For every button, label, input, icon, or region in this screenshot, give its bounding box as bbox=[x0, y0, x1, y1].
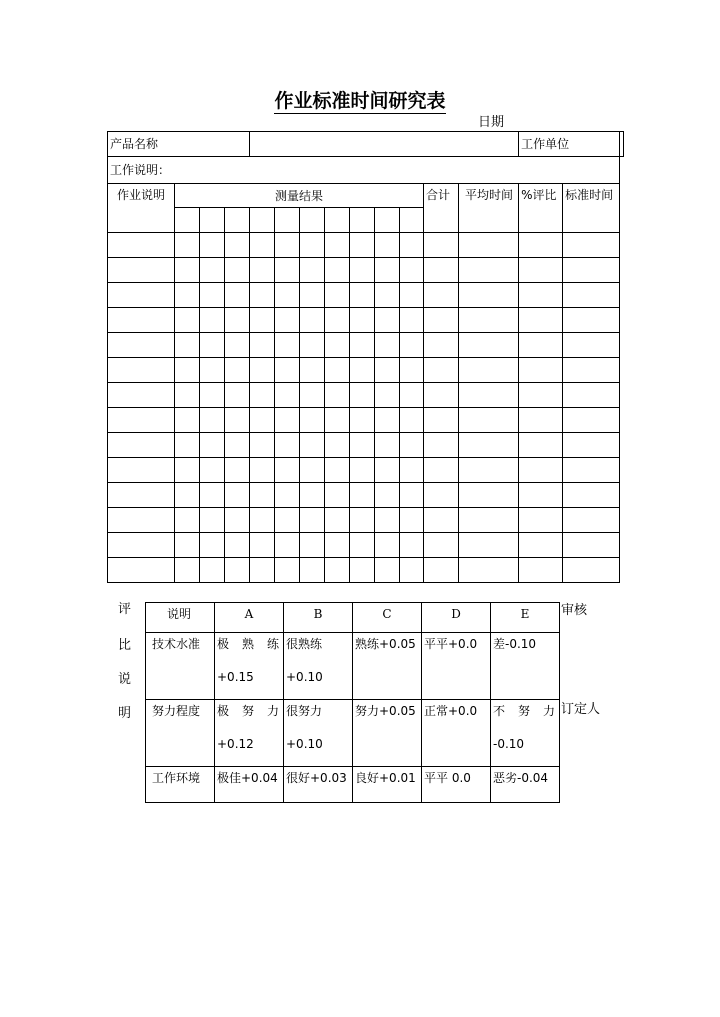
data-cell[interactable] bbox=[350, 458, 375, 483]
data-cell[interactable] bbox=[200, 383, 225, 408]
data-cell[interactable] bbox=[325, 283, 350, 308]
data-cell[interactable] bbox=[350, 408, 375, 433]
data-cell[interactable] bbox=[225, 533, 250, 558]
data-cell[interactable] bbox=[175, 258, 200, 283]
side-label-char: 比 bbox=[118, 638, 132, 653]
data-cell[interactable] bbox=[175, 433, 200, 458]
data-cell[interactable] bbox=[275, 258, 300, 283]
rating-header-desc: 说明 bbox=[146, 603, 215, 633]
rating-cell: 不 努 力 -0.10 bbox=[491, 700, 560, 767]
data-cell[interactable] bbox=[375, 333, 400, 358]
measurement-cell[interactable] bbox=[175, 208, 200, 233]
data-cell[interactable] bbox=[108, 508, 175, 533]
data-cell[interactable] bbox=[519, 433, 563, 458]
data-cell[interactable] bbox=[424, 433, 459, 458]
data-cell[interactable] bbox=[108, 383, 175, 408]
data-cell[interactable] bbox=[300, 433, 325, 458]
rating-row-label: 工作环境 bbox=[146, 767, 215, 803]
data-cell[interactable] bbox=[200, 483, 225, 508]
data-cell[interactable] bbox=[400, 383, 424, 408]
measurement-cell[interactable] bbox=[400, 208, 424, 233]
data-cell[interactable] bbox=[175, 408, 200, 433]
data-cell[interactable] bbox=[300, 458, 325, 483]
data-cell[interactable] bbox=[275, 533, 300, 558]
side-label-char: 明 bbox=[118, 706, 132, 721]
data-cell[interactable] bbox=[400, 283, 424, 308]
data-cell[interactable] bbox=[175, 333, 200, 358]
setter-label: 订定人 bbox=[561, 702, 601, 717]
data-cell[interactable] bbox=[200, 358, 225, 383]
data-row bbox=[108, 558, 624, 583]
data-cell[interactable] bbox=[275, 333, 300, 358]
column-header-row bbox=[108, 184, 624, 208]
data-cell[interactable] bbox=[275, 508, 300, 533]
data-cell[interactable] bbox=[108, 558, 175, 583]
rating-cell: 很好+0.03 bbox=[284, 767, 353, 803]
data-cell[interactable] bbox=[200, 258, 225, 283]
data-cell[interactable] bbox=[108, 333, 175, 358]
measurement-cell[interactable] bbox=[250, 208, 275, 233]
data-cell[interactable] bbox=[325, 308, 350, 333]
measurement-header: 测量结果 bbox=[175, 184, 424, 208]
data-cell[interactable] bbox=[350, 233, 375, 258]
data-cell[interactable] bbox=[225, 508, 250, 533]
data-cell[interactable] bbox=[225, 333, 250, 358]
data-cell[interactable] bbox=[225, 433, 250, 458]
data-cell[interactable] bbox=[325, 358, 350, 383]
data-cell[interactable] bbox=[459, 483, 519, 508]
total-header: 合计 bbox=[424, 184, 459, 233]
data-cell[interactable] bbox=[459, 333, 519, 358]
page-title: 作业标准时间研究表 bbox=[274, 90, 446, 112]
data-row bbox=[108, 233, 624, 258]
data-cell[interactable] bbox=[250, 308, 275, 333]
data-cell[interactable] bbox=[459, 258, 519, 283]
measurement-cell[interactable] bbox=[325, 208, 350, 233]
data-cell[interactable] bbox=[459, 358, 519, 383]
data-cell[interactable] bbox=[325, 333, 350, 358]
data-cell[interactable] bbox=[519, 508, 563, 533]
data-cell[interactable] bbox=[275, 433, 300, 458]
data-cell[interactable] bbox=[519, 358, 563, 383]
data-cell[interactable] bbox=[200, 558, 225, 583]
data-cell[interactable] bbox=[175, 533, 200, 558]
data-cell[interactable] bbox=[563, 433, 620, 458]
data-cell[interactable] bbox=[424, 558, 459, 583]
data-cell[interactable] bbox=[325, 408, 350, 433]
data-cell[interactable] bbox=[225, 283, 250, 308]
data-cell[interactable] bbox=[563, 483, 620, 508]
data-cell[interactable] bbox=[563, 408, 620, 433]
data-cell[interactable] bbox=[225, 558, 250, 583]
data-cell[interactable] bbox=[108, 433, 175, 458]
data-cell[interactable] bbox=[300, 558, 325, 583]
data-cell[interactable] bbox=[459, 533, 519, 558]
rating-header-a: A bbox=[215, 603, 284, 633]
data-cell[interactable] bbox=[459, 308, 519, 333]
data-cell[interactable] bbox=[375, 483, 400, 508]
data-cell[interactable] bbox=[225, 458, 250, 483]
rating-cell: 正常+0.0 bbox=[422, 700, 491, 767]
data-cell[interactable] bbox=[108, 458, 175, 483]
data-cell[interactable] bbox=[200, 408, 225, 433]
data-cell[interactable] bbox=[375, 358, 400, 383]
data-cell[interactable] bbox=[375, 383, 400, 408]
rating-header-e: E bbox=[491, 603, 560, 633]
data-cell[interactable] bbox=[225, 308, 250, 333]
data-cell[interactable] bbox=[300, 258, 325, 283]
data-cell[interactable] bbox=[424, 283, 459, 308]
data-cell[interactable] bbox=[424, 308, 459, 333]
data-cell[interactable] bbox=[200, 533, 225, 558]
data-cell[interactable] bbox=[175, 308, 200, 333]
data-cell[interactable] bbox=[375, 433, 400, 458]
data-cell[interactable] bbox=[459, 233, 519, 258]
data-cell[interactable] bbox=[275, 308, 300, 333]
product-name-label: 产品名称 bbox=[108, 132, 250, 157]
data-cell[interactable] bbox=[250, 558, 275, 583]
data-cell[interactable] bbox=[424, 333, 459, 358]
rating-header-row bbox=[146, 603, 560, 633]
data-cell[interactable] bbox=[375, 458, 400, 483]
data-cell[interactable] bbox=[200, 233, 225, 258]
data-cell[interactable] bbox=[275, 458, 300, 483]
data-cell[interactable] bbox=[200, 333, 225, 358]
data-row bbox=[108, 258, 624, 283]
data-cell[interactable] bbox=[325, 233, 350, 258]
rating-row-environment bbox=[146, 767, 560, 803]
data-cell[interactable] bbox=[424, 508, 459, 533]
data-cell[interactable] bbox=[563, 383, 620, 408]
data-cell[interactable] bbox=[519, 308, 563, 333]
data-cell[interactable] bbox=[300, 408, 325, 433]
work-unit-field[interactable] bbox=[620, 132, 624, 157]
date-label: 日期 bbox=[478, 115, 505, 130]
data-cell[interactable] bbox=[250, 383, 275, 408]
data-cell[interactable] bbox=[350, 533, 375, 558]
data-cell[interactable] bbox=[424, 233, 459, 258]
data-cell[interactable] bbox=[350, 483, 375, 508]
data-cell[interactable] bbox=[250, 333, 275, 358]
data-cell[interactable] bbox=[325, 258, 350, 283]
data-cell[interactable] bbox=[200, 308, 225, 333]
measurement-cell[interactable] bbox=[375, 208, 400, 233]
data-cell[interactable] bbox=[459, 383, 519, 408]
data-cell[interactable] bbox=[375, 308, 400, 333]
rating-header-d: D bbox=[422, 603, 491, 633]
data-cell[interactable] bbox=[275, 408, 300, 433]
data-cell[interactable] bbox=[563, 233, 620, 258]
rating-cell: 差-0.10 bbox=[491, 633, 560, 700]
data-cell[interactable] bbox=[400, 333, 424, 358]
data-cell[interactable] bbox=[424, 483, 459, 508]
data-cell[interactable] bbox=[375, 558, 400, 583]
data-cell[interactable] bbox=[108, 408, 175, 433]
data-cell[interactable] bbox=[350, 433, 375, 458]
data-cell[interactable] bbox=[424, 458, 459, 483]
data-row bbox=[108, 358, 624, 383]
side-label-char: 说 bbox=[118, 672, 132, 687]
rating-cell: 平平 0.0 bbox=[422, 767, 491, 803]
data-cell[interactable] bbox=[108, 308, 175, 333]
rating-header-c: C bbox=[353, 603, 422, 633]
measurement-cell[interactable] bbox=[350, 208, 375, 233]
data-cell[interactable] bbox=[200, 458, 225, 483]
work-desc-row bbox=[108, 157, 624, 184]
rating-row-skill bbox=[146, 633, 560, 700]
data-cell[interactable] bbox=[400, 558, 424, 583]
review-label: 审核 bbox=[561, 603, 588, 618]
data-row bbox=[108, 383, 624, 408]
data-cell[interactable] bbox=[400, 308, 424, 333]
data-cell[interactable] bbox=[325, 383, 350, 408]
data-cell[interactable] bbox=[275, 483, 300, 508]
data-cell[interactable] bbox=[275, 383, 300, 408]
data-cell[interactable] bbox=[175, 383, 200, 408]
std-time-header: 标准时间 bbox=[563, 184, 620, 233]
data-cell[interactable] bbox=[563, 508, 620, 533]
data-cell[interactable] bbox=[519, 408, 563, 433]
data-cell[interactable] bbox=[325, 558, 350, 583]
data-cell[interactable] bbox=[250, 433, 275, 458]
data-cell[interactable] bbox=[225, 358, 250, 383]
data-rows bbox=[108, 233, 624, 583]
data-cell[interactable] bbox=[519, 458, 563, 483]
data-cell[interactable] bbox=[108, 233, 175, 258]
data-cell[interactable] bbox=[225, 483, 250, 508]
rating-cell: 良好+0.01 bbox=[353, 767, 422, 803]
data-cell[interactable] bbox=[250, 508, 275, 533]
data-cell[interactable] bbox=[563, 283, 620, 308]
product-row bbox=[108, 132, 624, 157]
data-cell[interactable] bbox=[375, 258, 400, 283]
rating-cell: 平平+0.0 bbox=[422, 633, 491, 700]
data-cell[interactable] bbox=[250, 358, 275, 383]
data-cell[interactable] bbox=[300, 508, 325, 533]
data-cell[interactable] bbox=[300, 333, 325, 358]
measurement-cell[interactable] bbox=[200, 208, 225, 233]
rating-header-b: B bbox=[284, 603, 353, 633]
data-row bbox=[108, 408, 624, 433]
data-cell[interactable] bbox=[375, 533, 400, 558]
data-cell[interactable] bbox=[400, 358, 424, 383]
rating-pct-header: %评比 bbox=[519, 184, 563, 233]
data-cell[interactable] bbox=[175, 358, 200, 383]
data-cell[interactable] bbox=[225, 258, 250, 283]
data-cell[interactable] bbox=[350, 508, 375, 533]
data-cell[interactable] bbox=[424, 358, 459, 383]
data-cell[interactable] bbox=[563, 258, 620, 283]
rating-table bbox=[145, 602, 560, 803]
data-cell[interactable] bbox=[563, 333, 620, 358]
data-cell[interactable] bbox=[175, 483, 200, 508]
data-cell[interactable] bbox=[108, 533, 175, 558]
measurement-cell[interactable] bbox=[300, 208, 325, 233]
data-cell[interactable] bbox=[275, 283, 300, 308]
data-cell[interactable] bbox=[200, 508, 225, 533]
data-cell[interactable] bbox=[519, 333, 563, 358]
data-cell[interactable] bbox=[424, 408, 459, 433]
data-cell[interactable] bbox=[519, 533, 563, 558]
data-cell[interactable] bbox=[275, 233, 300, 258]
rating-cell: 很熟练 +0.10 bbox=[284, 633, 353, 700]
data-cell[interactable] bbox=[250, 533, 275, 558]
data-cell[interactable] bbox=[300, 358, 325, 383]
data-cell[interactable] bbox=[275, 358, 300, 383]
data-cell[interactable] bbox=[350, 308, 375, 333]
data-cell[interactable] bbox=[400, 483, 424, 508]
data-cell[interactable] bbox=[225, 408, 250, 433]
measurement-cell[interactable] bbox=[275, 208, 300, 233]
data-cell[interactable] bbox=[350, 383, 375, 408]
data-cell[interactable] bbox=[300, 383, 325, 408]
side-label-char: 评 bbox=[118, 602, 132, 617]
rating-cell: 极 熟 练 +0.15 bbox=[215, 633, 284, 700]
data-cell[interactable] bbox=[325, 483, 350, 508]
data-cell[interactable] bbox=[400, 258, 424, 283]
avg-time-header: 平均时间 bbox=[459, 184, 519, 233]
data-row bbox=[108, 333, 624, 358]
data-cell[interactable] bbox=[350, 558, 375, 583]
data-cell[interactable] bbox=[375, 408, 400, 433]
data-cell[interactable] bbox=[350, 358, 375, 383]
data-cell[interactable] bbox=[375, 283, 400, 308]
data-cell[interactable] bbox=[563, 458, 620, 483]
data-cell[interactable] bbox=[300, 533, 325, 558]
data-cell[interactable] bbox=[250, 408, 275, 433]
data-cell[interactable] bbox=[350, 333, 375, 358]
data-cell[interactable] bbox=[275, 558, 300, 583]
data-cell[interactable] bbox=[519, 233, 563, 258]
data-cell[interactable] bbox=[350, 283, 375, 308]
data-cell[interactable] bbox=[400, 458, 424, 483]
time-study-table bbox=[107, 131, 624, 583]
data-cell[interactable] bbox=[424, 383, 459, 408]
rating-cell: 熟练+0.05 bbox=[353, 633, 422, 700]
data-cell[interactable] bbox=[519, 383, 563, 408]
data-row bbox=[108, 508, 624, 533]
data-cell[interactable] bbox=[250, 283, 275, 308]
rating-cell: 极佳+0.04 bbox=[215, 767, 284, 803]
data-cell[interactable] bbox=[250, 483, 275, 508]
work-unit-label: 工作单位 bbox=[519, 132, 620, 157]
rating-row-label: 技术水准 bbox=[146, 633, 215, 700]
data-cell[interactable] bbox=[375, 508, 400, 533]
data-cell[interactable] bbox=[400, 508, 424, 533]
data-cell[interactable] bbox=[400, 433, 424, 458]
data-cell[interactable] bbox=[519, 258, 563, 283]
data-cell[interactable] bbox=[375, 233, 400, 258]
data-cell[interactable] bbox=[300, 233, 325, 258]
data-cell[interactable] bbox=[424, 533, 459, 558]
data-cell[interactable] bbox=[563, 558, 620, 583]
data-cell[interactable] bbox=[325, 458, 350, 483]
data-cell[interactable] bbox=[519, 283, 563, 308]
data-row bbox=[108, 533, 624, 558]
data-cell[interactable] bbox=[300, 283, 325, 308]
data-cell[interactable] bbox=[175, 458, 200, 483]
data-cell[interactable] bbox=[400, 408, 424, 433]
data-cell[interactable] bbox=[108, 258, 175, 283]
data-cell[interactable] bbox=[250, 258, 275, 283]
data-cell[interactable] bbox=[459, 508, 519, 533]
data-cell[interactable] bbox=[108, 283, 175, 308]
data-cell[interactable] bbox=[108, 358, 175, 383]
data-cell[interactable] bbox=[519, 483, 563, 508]
rating-row-effort bbox=[146, 700, 560, 767]
data-cell[interactable] bbox=[108, 483, 175, 508]
data-cell[interactable] bbox=[175, 283, 200, 308]
data-cell[interactable] bbox=[519, 558, 563, 583]
work-desc-label: 工作说明： bbox=[108, 157, 620, 184]
data-cell[interactable] bbox=[250, 233, 275, 258]
data-cell[interactable] bbox=[459, 408, 519, 433]
data-cell[interactable] bbox=[250, 458, 275, 483]
data-cell[interactable] bbox=[225, 233, 250, 258]
rating-cell: 很努力 +0.10 bbox=[284, 700, 353, 767]
data-cell[interactable] bbox=[563, 533, 620, 558]
data-cell[interactable] bbox=[175, 233, 200, 258]
data-cell[interactable] bbox=[200, 283, 225, 308]
data-cell[interactable] bbox=[459, 458, 519, 483]
data-cell[interactable] bbox=[225, 383, 250, 408]
data-cell[interactable] bbox=[400, 533, 424, 558]
rating-cell: 恶劣-0.04 bbox=[491, 767, 560, 803]
data-cell[interactable] bbox=[424, 258, 459, 283]
data-cell[interactable] bbox=[325, 533, 350, 558]
data-row bbox=[108, 458, 624, 483]
data-cell[interactable] bbox=[459, 558, 519, 583]
data-row bbox=[108, 433, 624, 458]
data-cell[interactable] bbox=[350, 258, 375, 283]
data-cell[interactable] bbox=[175, 508, 200, 533]
product-name-field[interactable] bbox=[250, 132, 519, 157]
rating-cell: 极 努 力 +0.12 bbox=[215, 700, 284, 767]
data-cell[interactable] bbox=[325, 433, 350, 458]
data-row bbox=[108, 283, 624, 308]
data-row bbox=[108, 483, 624, 508]
data-cell[interactable] bbox=[325, 508, 350, 533]
measurement-cell[interactable] bbox=[225, 208, 250, 233]
data-cell[interactable] bbox=[200, 433, 225, 458]
data-cell[interactable] bbox=[563, 308, 620, 333]
data-cell[interactable] bbox=[300, 308, 325, 333]
rating-cell: 努力+0.05 bbox=[353, 700, 422, 767]
data-cell[interactable] bbox=[459, 433, 519, 458]
op-desc-header: 作业说明 bbox=[108, 184, 175, 233]
data-cell[interactable] bbox=[300, 483, 325, 508]
data-cell[interactable] bbox=[563, 358, 620, 383]
data-cell[interactable] bbox=[400, 233, 424, 258]
rating-row-label: 努力程度 bbox=[146, 700, 215, 767]
data-row bbox=[108, 308, 624, 333]
data-cell[interactable] bbox=[175, 558, 200, 583]
data-cell[interactable] bbox=[459, 283, 519, 308]
